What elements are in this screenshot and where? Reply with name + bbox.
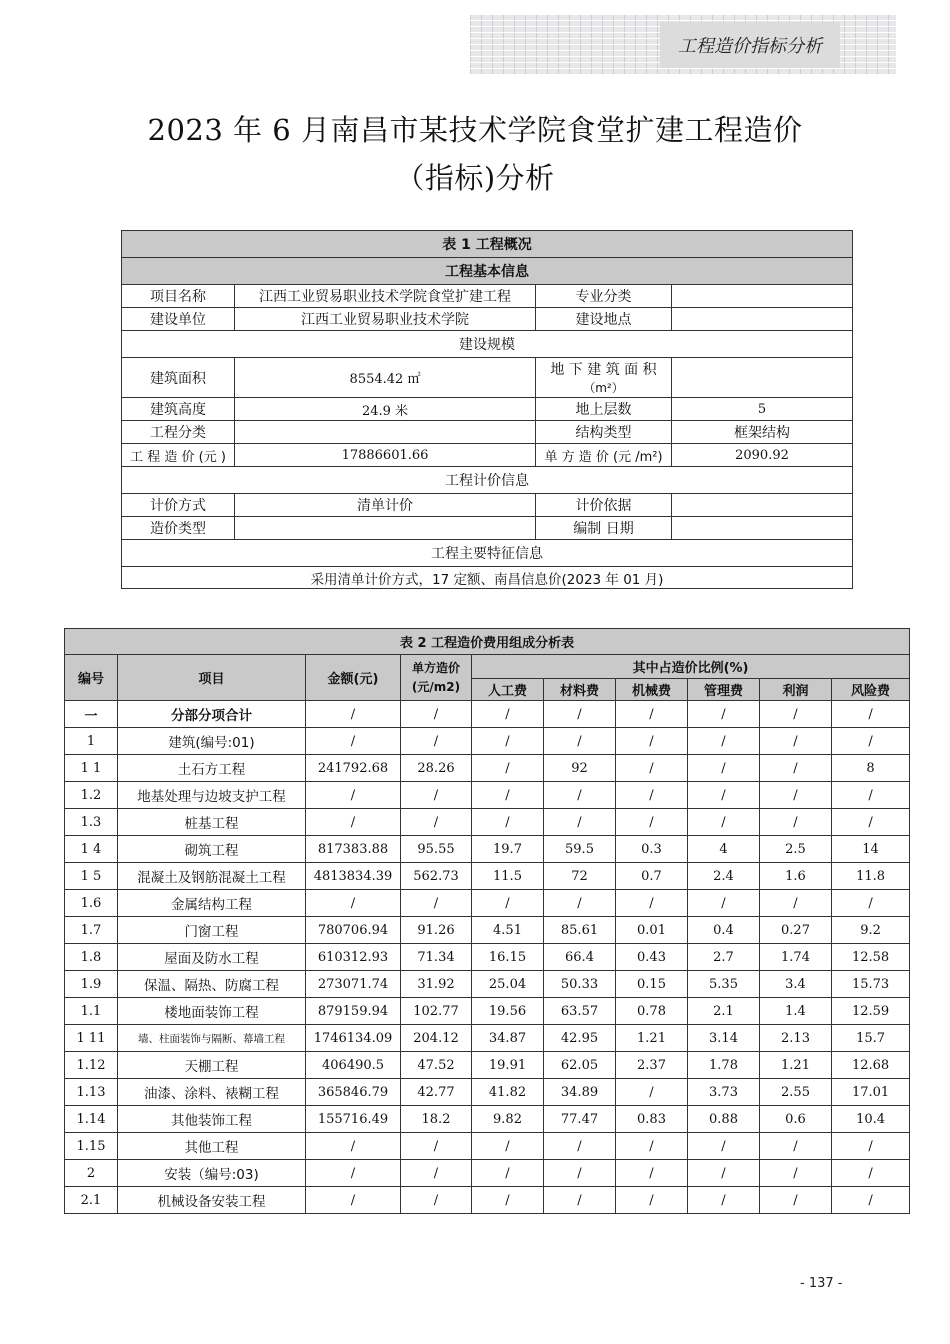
- cell-profit: /: [760, 1160, 832, 1187]
- cell-item: 桩基工程: [118, 809, 306, 836]
- cell-labor: 16.15: [472, 944, 544, 971]
- cell-unit-cost: 31.92: [401, 971, 472, 998]
- cell-management: /: [688, 701, 760, 728]
- height-label: 建筑高度: [122, 398, 235, 421]
- table-row: [65, 944, 910, 971]
- cell-management: 4: [688, 836, 760, 863]
- cell-unit-cost: 562.73: [401, 863, 472, 890]
- cell-code: 1.3: [65, 809, 118, 836]
- cell-management: /: [688, 1133, 760, 1160]
- cost-composition-table: [64, 628, 910, 1214]
- cost-value: 17886601.66: [235, 444, 536, 467]
- pricing-heading: 工程计价信息: [122, 467, 853, 494]
- cell-item: 天棚工程: [118, 1052, 306, 1079]
- cell-amount: /: [306, 809, 401, 836]
- cell-code: 1 11: [65, 1025, 118, 1052]
- pricing-basis-value: [672, 494, 853, 517]
- cell-amount: 4813834.39: [306, 863, 401, 890]
- table2-caption: 表 2 工程造价费用组成分析表: [65, 629, 910, 655]
- cell-machine: /: [616, 728, 688, 755]
- cell-labor: /: [472, 755, 544, 782]
- basic-info-heading: 工程基本信息: [122, 258, 853, 285]
- cell-labor: /: [472, 1160, 544, 1187]
- cell-code: 2.1: [65, 1187, 118, 1214]
- cell-item: 门窗工程: [118, 917, 306, 944]
- cell-profit: 2.55: [760, 1079, 832, 1106]
- cell-profit: /: [760, 1187, 832, 1214]
- cell-machine: /: [616, 701, 688, 728]
- cell-labor: 11.5: [472, 863, 544, 890]
- cell-item: 墙、柱面装饰与隔断、幕墙工程: [118, 1025, 306, 1052]
- cell-code: 1.7: [65, 917, 118, 944]
- cell-unit-cost: 204.12: [401, 1025, 472, 1052]
- cell-labor: 9.82: [472, 1106, 544, 1133]
- cell-management: 1.78: [688, 1052, 760, 1079]
- cell-risk: /: [832, 1187, 910, 1214]
- cell-material: 34.89: [544, 1079, 616, 1106]
- cell-labor: 19.91: [472, 1052, 544, 1079]
- cell-amount: 780706.94: [306, 917, 401, 944]
- table-row: [65, 1160, 910, 1187]
- table-row: [65, 782, 910, 809]
- col-header-machine: 机械费: [616, 679, 688, 701]
- cell-profit: /: [760, 755, 832, 782]
- pricing-method-label: 计价方式: [122, 494, 235, 517]
- compile-date-value: [672, 517, 853, 540]
- cell-item: 地基处理与边坡支护工程: [118, 782, 306, 809]
- cell-item: 建筑(编号:01): [118, 728, 306, 755]
- cell-risk: /: [832, 1133, 910, 1160]
- cell-material: 59.5: [544, 836, 616, 863]
- cell-item: 油漆、涂料、裱糊工程: [118, 1079, 306, 1106]
- owner-label: 建设单位: [122, 308, 235, 331]
- cell-labor: /: [472, 809, 544, 836]
- table-row: [65, 1187, 910, 1214]
- underground-area-label: [536, 358, 672, 398]
- cell-machine: /: [616, 1187, 688, 1214]
- cell-risk: /: [832, 809, 910, 836]
- floors-value: 5: [672, 398, 853, 421]
- cell-machine: /: [616, 755, 688, 782]
- cell-risk: 9.2: [832, 917, 910, 944]
- table-row: [65, 917, 910, 944]
- table-row: [65, 755, 910, 782]
- cell-profit: 3.4: [760, 971, 832, 998]
- cell-unit-cost: /: [401, 1133, 472, 1160]
- cost-type-value: [235, 517, 536, 540]
- cell-material: /: [544, 728, 616, 755]
- table-row: [65, 836, 910, 863]
- col-header-amount: 金额(元): [306, 655, 401, 701]
- cell-machine: /: [616, 1133, 688, 1160]
- col-header-labor: 人工费: [472, 679, 544, 701]
- cell-material: 92: [544, 755, 616, 782]
- cell-profit: /: [760, 1133, 832, 1160]
- cell-material: 42.95: [544, 1025, 616, 1052]
- cell-management: 0.4: [688, 917, 760, 944]
- cell-labor: /: [472, 890, 544, 917]
- cell-material: /: [544, 1187, 616, 1214]
- cell-amount: 241792.68: [306, 755, 401, 782]
- cell-risk: /: [832, 782, 910, 809]
- cell-risk: 14: [832, 836, 910, 863]
- cell-item: 保温、隔热、防腐工程: [118, 971, 306, 998]
- cell-labor: 41.82: [472, 1079, 544, 1106]
- cell-risk: /: [832, 890, 910, 917]
- cell-unit-cost: /: [401, 1160, 472, 1187]
- structure-value: 框架结构: [672, 421, 853, 444]
- cell-item: 安装（编号:03): [118, 1160, 306, 1187]
- cost-type-label: 造价类型: [122, 517, 235, 540]
- cell-profit: 0.27: [760, 917, 832, 944]
- table-row: [65, 1106, 910, 1133]
- table-row: [65, 971, 910, 998]
- cell-profit: 2.5: [760, 836, 832, 863]
- cell-labor: 19.56: [472, 998, 544, 1025]
- cell-code: 1: [65, 728, 118, 755]
- page-title-line-1: 2023 年 6 月南昌市某技术学院食堂扩建工程造价: [147, 113, 803, 147]
- cell-item: 土石方工程: [118, 755, 306, 782]
- col-header-item: 项目: [118, 655, 306, 701]
- cell-material: 77.47: [544, 1106, 616, 1133]
- cell-unit-cost: /: [401, 1187, 472, 1214]
- cell-unit-cost: 91.26: [401, 917, 472, 944]
- cell-unit-cost: 95.55: [401, 836, 472, 863]
- area-value: 8554.42 ㎡: [235, 358, 536, 398]
- cell-amount: /: [306, 1187, 401, 1214]
- col-header-unit-cost: [401, 655, 472, 701]
- scale-heading: 建设规模: [122, 331, 853, 358]
- cell-material: 66.4: [544, 944, 616, 971]
- cell-profit: 1.6: [760, 863, 832, 890]
- cell-unit-cost: 18.2: [401, 1106, 472, 1133]
- cell-profit: /: [760, 728, 832, 755]
- cell-management: /: [688, 809, 760, 836]
- cell-labor: /: [472, 1133, 544, 1160]
- cell-management: 5.35: [688, 971, 760, 998]
- col-header-material: 材料费: [544, 679, 616, 701]
- cell-labor: /: [472, 701, 544, 728]
- cell-machine: 0.01: [616, 917, 688, 944]
- cell-code: 2: [65, 1160, 118, 1187]
- cell-unit-cost: /: [401, 782, 472, 809]
- cell-code: 1.12: [65, 1052, 118, 1079]
- col-header-ratio-group: 其中占造价比例(%): [472, 655, 910, 679]
- cell-machine: 0.43: [616, 944, 688, 971]
- pricing-method-value: 清单计价: [235, 494, 536, 517]
- cell-risk: 8: [832, 755, 910, 782]
- cell-amount: /: [306, 1133, 401, 1160]
- cell-labor: 25.04: [472, 971, 544, 998]
- cell-management: 2.1: [688, 998, 760, 1025]
- cell-labor: /: [472, 1187, 544, 1214]
- pricing-basis-label: 计价依据: [536, 494, 672, 517]
- cell-machine: /: [616, 1079, 688, 1106]
- location-value: [672, 308, 853, 331]
- cell-management: /: [688, 890, 760, 917]
- col-header-risk: 风险费: [832, 679, 910, 701]
- cell-machine: 0.7: [616, 863, 688, 890]
- cell-code: 1 1: [65, 755, 118, 782]
- cell-profit: /: [760, 701, 832, 728]
- project-name-label: 项目名称: [122, 285, 235, 308]
- col-header-unit-cost-line1: 单方造价: [411, 660, 460, 675]
- cell-machine: 0.15: [616, 971, 688, 998]
- cell-item: 其他工程: [118, 1133, 306, 1160]
- unit-cost-label: 单 方 造 价 (元 /m²): [536, 444, 672, 467]
- cell-profit: 1.21: [760, 1052, 832, 1079]
- cell-risk: 12.58: [832, 944, 910, 971]
- cell-machine: 0.3: [616, 836, 688, 863]
- cell-risk: 17.01: [832, 1079, 910, 1106]
- cell-material: 63.57: [544, 998, 616, 1025]
- cell-amount: /: [306, 782, 401, 809]
- cell-material: 85.61: [544, 917, 616, 944]
- cell-code: 1.14: [65, 1106, 118, 1133]
- col-header-unit-cost-line2: (元/m2): [411, 679, 461, 694]
- cell-risk: 12.68: [832, 1052, 910, 1079]
- cell-amount: 610312.93: [306, 944, 401, 971]
- cell-item: 机械设备安装工程: [118, 1187, 306, 1214]
- col-header-code: 编号: [65, 655, 118, 701]
- cell-code: 1.2: [65, 782, 118, 809]
- cell-amount: 817383.88: [306, 836, 401, 863]
- cell-code: 1.6: [65, 890, 118, 917]
- cell-amount: 365846.79: [306, 1079, 401, 1106]
- cell-profit: 0.6: [760, 1106, 832, 1133]
- cell-unit-cost: /: [401, 728, 472, 755]
- owner-value: 江西工业贸易职业技术学院: [235, 308, 536, 331]
- cell-amount: /: [306, 728, 401, 755]
- cell-management: 3.14: [688, 1025, 760, 1052]
- cell-material: /: [544, 1160, 616, 1187]
- cell-code: 1 5: [65, 863, 118, 890]
- cell-management: 2.7: [688, 944, 760, 971]
- specialty-label: 专业分类: [536, 285, 672, 308]
- area-label: 建筑面积: [122, 358, 235, 398]
- height-value: 24.9 米: [235, 398, 536, 421]
- cell-risk: 15.7: [832, 1025, 910, 1052]
- cell-amount: /: [306, 701, 401, 728]
- cell-code: 1 4: [65, 836, 118, 863]
- cell-management: /: [688, 1160, 760, 1187]
- cell-management: /: [688, 1187, 760, 1214]
- cell-profit: 1.74: [760, 944, 832, 971]
- cell-labor: /: [472, 728, 544, 755]
- table1-caption: 表 1 工程概况: [122, 231, 853, 258]
- cell-machine: 1.21: [616, 1025, 688, 1052]
- cell-unit-cost: /: [401, 809, 472, 836]
- cell-item: 其他装饰工程: [118, 1106, 306, 1133]
- cell-unit-cost: /: [401, 701, 472, 728]
- table-row: [65, 998, 910, 1025]
- cell-machine: /: [616, 890, 688, 917]
- cost-composition-rows: [65, 701, 910, 1214]
- cell-material: /: [544, 890, 616, 917]
- cell-item: 楼地面装饰工程: [118, 998, 306, 1025]
- table-row: [65, 1052, 910, 1079]
- cell-labor: 19.7: [472, 836, 544, 863]
- cell-labor: 34.87: [472, 1025, 544, 1052]
- cell-material: /: [544, 701, 616, 728]
- page-title-line-2: （指标)分析: [395, 161, 555, 195]
- cell-code: 1.9: [65, 971, 118, 998]
- cell-material: 62.05: [544, 1052, 616, 1079]
- table-row: [65, 863, 910, 890]
- cell-machine: /: [616, 809, 688, 836]
- col-header-management: 管理费: [688, 679, 760, 701]
- category-value: [235, 421, 536, 444]
- cell-code: 1.13: [65, 1079, 118, 1106]
- cell-amount: 273071.74: [306, 971, 401, 998]
- cell-unit-cost: 102.77: [401, 998, 472, 1025]
- project-name-value: 江西工业贸易职业技术学院食堂扩建工程: [235, 285, 536, 308]
- table-row: [65, 1079, 910, 1106]
- features-heading: 工程主要特征信息: [122, 540, 853, 567]
- cell-management: 0.88: [688, 1106, 760, 1133]
- cell-item: 砌筑工程: [118, 836, 306, 863]
- cell-labor: 4.51: [472, 917, 544, 944]
- cell-code: 1.1: [65, 998, 118, 1025]
- underground-area-label-line1: 地 下 建 筑 面 积: [550, 362, 657, 378]
- structure-label: 结构类型: [536, 421, 672, 444]
- cell-management: 3.73: [688, 1079, 760, 1106]
- cell-profit: /: [760, 890, 832, 917]
- cell-management: /: [688, 728, 760, 755]
- cell-management: 2.4: [688, 863, 760, 890]
- cell-machine: /: [616, 1160, 688, 1187]
- table-row: [65, 728, 910, 755]
- features-text: 采用清单计价方式，17 定额、南昌信息价(2023 年 01 月): [122, 567, 853, 589]
- cell-risk: /: [832, 728, 910, 755]
- cell-amount: 879159.94: [306, 998, 401, 1025]
- underground-area-value: [672, 358, 853, 398]
- cell-machine: /: [616, 782, 688, 809]
- cell-amount: 155716.49: [306, 1106, 401, 1133]
- cell-unit-cost: 28.26: [401, 755, 472, 782]
- table-row: [65, 1025, 910, 1052]
- cell-amount: 406490.5: [306, 1052, 401, 1079]
- project-overview-table: [121, 230, 853, 589]
- cell-risk: /: [832, 1160, 910, 1187]
- cell-unit-cost: 71.34: [401, 944, 472, 971]
- cell-risk: 10.4: [832, 1106, 910, 1133]
- cell-management: /: [688, 782, 760, 809]
- cell-material: 72: [544, 863, 616, 890]
- category-label: 工程分类: [122, 421, 235, 444]
- cell-machine: 0.78: [616, 998, 688, 1025]
- cell-unit-cost: /: [401, 890, 472, 917]
- cell-code: 1.8: [65, 944, 118, 971]
- cell-amount: /: [306, 1160, 401, 1187]
- cell-risk: 11.8: [832, 863, 910, 890]
- cell-profit: 1.4: [760, 998, 832, 1025]
- cell-profit: /: [760, 782, 832, 809]
- cell-item: 混凝土及钢筋混凝土工程: [118, 863, 306, 890]
- underground-area-label-line2: （m²）: [583, 381, 624, 395]
- table-row: [65, 809, 910, 836]
- specialty-value: [672, 285, 853, 308]
- section-label: 工程造价指标分析: [660, 22, 840, 68]
- cell-code: 一: [65, 701, 118, 728]
- unit-cost-value: 2090.92: [672, 444, 853, 467]
- cell-material: /: [544, 809, 616, 836]
- cell-amount: /: [306, 890, 401, 917]
- cell-unit-cost: 42.77: [401, 1079, 472, 1106]
- cell-risk: /: [832, 701, 910, 728]
- location-label: 建设地点: [536, 308, 672, 331]
- cell-item: 屋面及防水工程: [118, 944, 306, 971]
- cell-risk: 12.59: [832, 998, 910, 1025]
- floors-label: 地上层数: [536, 398, 672, 421]
- cell-unit-cost: 47.52: [401, 1052, 472, 1079]
- cell-material: /: [544, 782, 616, 809]
- page-number: - 137 -: [800, 1276, 843, 1291]
- cell-material: 50.33: [544, 971, 616, 998]
- cell-risk: 15.73: [832, 971, 910, 998]
- cell-material: /: [544, 1133, 616, 1160]
- compile-date-label: 编制 日期: [536, 517, 672, 540]
- table-row: [65, 1133, 910, 1160]
- cell-code: 1.15: [65, 1133, 118, 1160]
- cell-item: 分部分项合计: [118, 701, 306, 728]
- cost-label: 工 程 造 价 (元 ): [122, 444, 235, 467]
- cell-item: 金属结构工程: [118, 890, 306, 917]
- col-header-profit: 利润: [760, 679, 832, 701]
- cell-profit: 2.13: [760, 1025, 832, 1052]
- cell-amount: 1746134.09: [306, 1025, 401, 1052]
- cell-machine: 2.37: [616, 1052, 688, 1079]
- cell-labor: /: [472, 782, 544, 809]
- table-row: [65, 701, 910, 728]
- cell-profit: /: [760, 809, 832, 836]
- table-row: [65, 890, 910, 917]
- cell-machine: 0.83: [616, 1106, 688, 1133]
- cell-management: /: [688, 755, 760, 782]
